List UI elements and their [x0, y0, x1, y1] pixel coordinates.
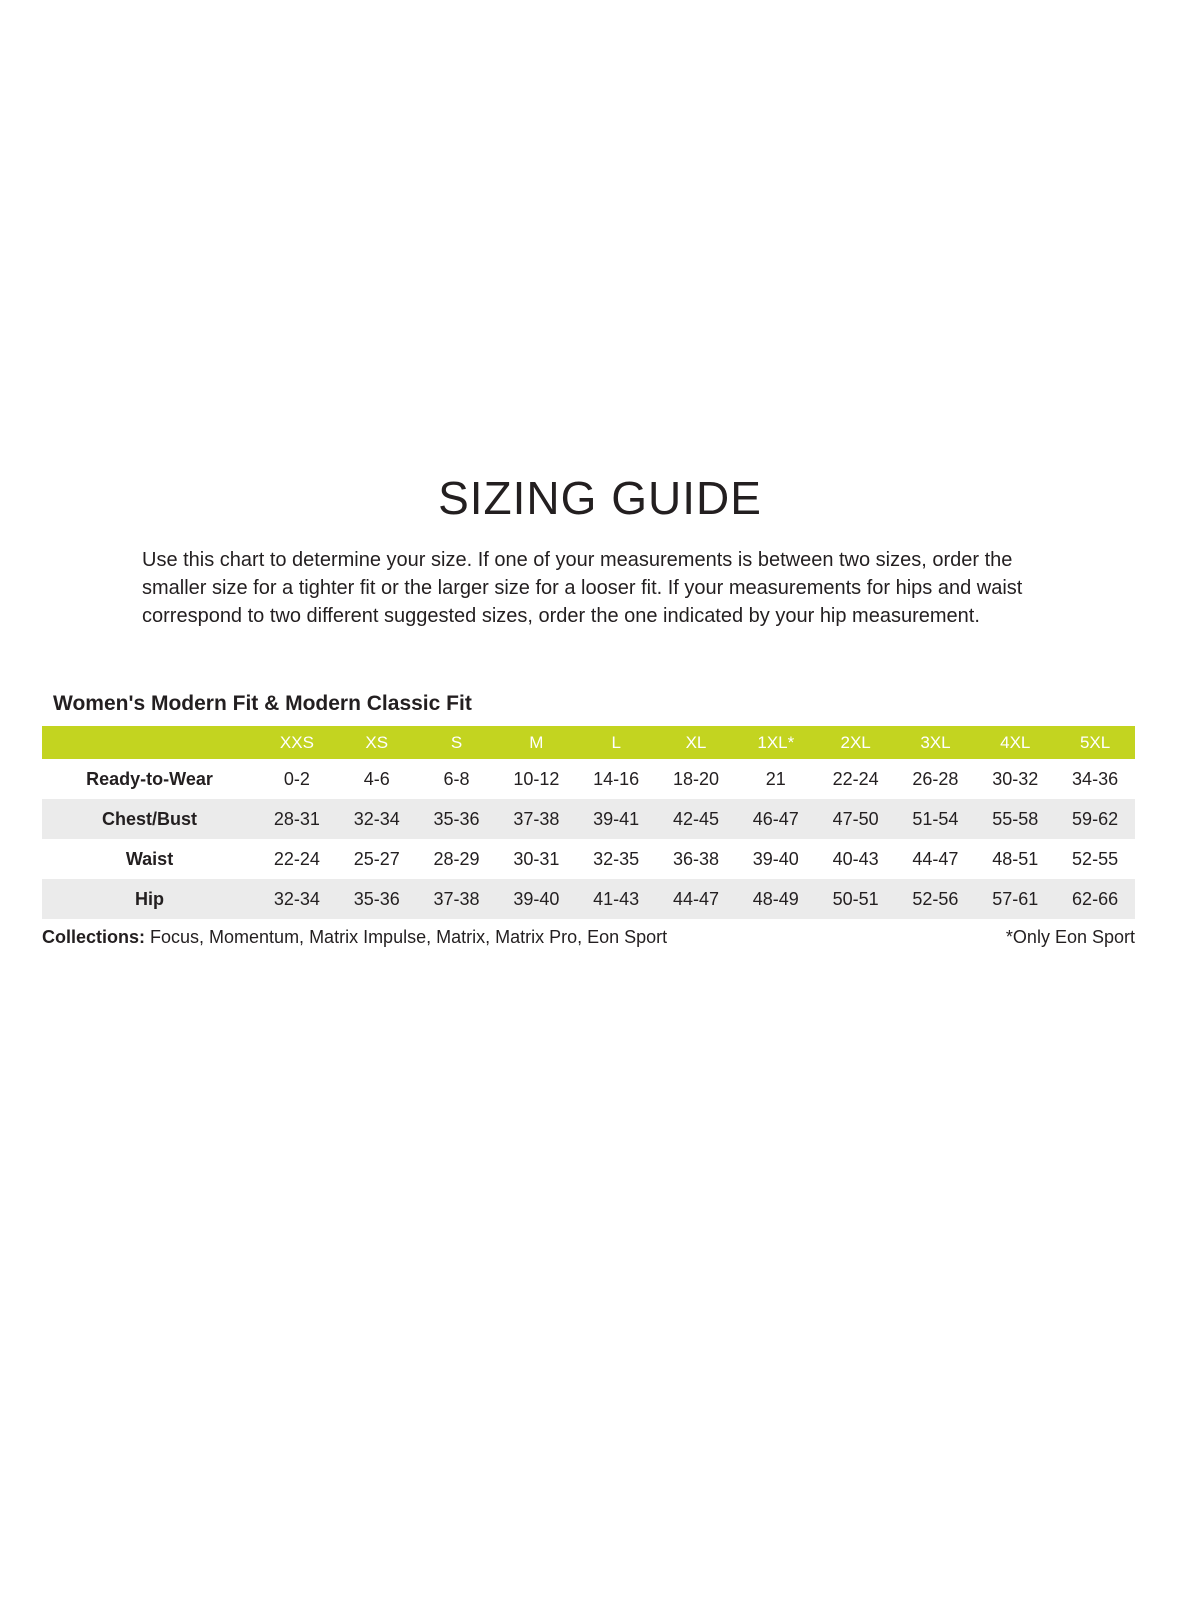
collections-list: Focus, Momentum, Matrix Impulse, Matrix, Matrix Pro, Eon Sport: [145, 927, 668, 948]
table-cell: 22-24: [273, 848, 320, 869]
collections-text: [42, 927, 667, 948]
row-label: Waist: [125, 848, 174, 869]
table-header-cell: 5XL: [1055, 726, 1135, 759]
table-header-cell: S: [417, 726, 497, 759]
table-cell: 55-58: [992, 808, 1039, 829]
table-cell: 36-38: [672, 848, 720, 869]
table-cell: 46-47: [752, 808, 799, 829]
table-cell: 28-29: [433, 848, 480, 869]
table-cell: 59-62: [1072, 808, 1119, 829]
table-row-waist: [42, 839, 1135, 879]
table-cell: 40-43: [832, 848, 879, 869]
table-cell: 47-50: [832, 808, 879, 829]
table-header-cell: 2XL: [816, 726, 896, 759]
table-cell: 0-2: [283, 768, 310, 789]
table-cell: 57-61: [992, 888, 1039, 909]
table-header-cell: XS: [337, 726, 417, 759]
table-cell: 32-34: [353, 808, 400, 829]
table-cell: 39-41: [593, 808, 640, 829]
table-cell: 41-43: [593, 888, 640, 909]
table-header-cell: 3XL: [896, 726, 976, 759]
table-cell: 10-12: [513, 768, 560, 789]
table-header-cell: M: [496, 726, 576, 759]
table-cell: 28-31: [273, 808, 320, 829]
table-cell: 34-36: [1072, 768, 1119, 789]
table-cell: 35-36: [353, 888, 400, 909]
table-cell: 42-45: [672, 808, 720, 829]
table-cell: 37-38: [433, 888, 480, 909]
table-cell: 30-31: [513, 848, 560, 869]
table-cell: 48-51: [992, 848, 1039, 869]
table-cell: 21: [765, 768, 786, 789]
table-header-cell-blank: [42, 726, 257, 759]
row-label: Chest/Bust: [102, 808, 198, 829]
sizing-table: [42, 726, 1135, 919]
table-cell: 4-6: [363, 768, 390, 789]
table-cell: 25-27: [353, 848, 400, 869]
row-label: Ready-to-Wear: [86, 768, 213, 789]
table-cell: 32-34: [273, 888, 320, 909]
section-heading: Women's Modern Fit & Modern Classic Fit: [53, 692, 472, 716]
table-row-chest-bust: [42, 799, 1135, 839]
page-title: SIZING GUIDE: [438, 472, 762, 524]
table-cell: 35-36: [433, 808, 480, 829]
table-header-cell: XL: [656, 726, 736, 759]
table-cell: 50-51: [832, 888, 879, 909]
table-header-row: [42, 726, 1135, 759]
table-cell: 39-40: [513, 888, 560, 909]
collections-line: [42, 927, 1135, 948]
table-header-cell: 4XL: [975, 726, 1055, 759]
intro-paragraph: Use this chart to determine your size. If one of your measurements is between two sizes, order the smaller size for a tighter fit or the larger size for a looser fit. If your measurements for hips and waist correspond to two different suggested sizes, order the one indicated by your hip measurement.: [142, 549, 1023, 628]
table-cell: 52-56: [912, 888, 959, 909]
table-cell: 6-8: [443, 768, 470, 789]
table-cell: 14-16: [593, 768, 640, 789]
table-cell: 44-47: [672, 888, 720, 909]
collections-label: Collections:: [42, 927, 146, 948]
table-row-ready-to-wear: [42, 759, 1135, 799]
table-header-cell: L: [576, 726, 656, 759]
table-header-cell: XXS: [257, 726, 337, 759]
table-cell: 51-54: [912, 808, 959, 829]
footnote: *Only Eon Sport: [1005, 927, 1135, 948]
table-cell: 32-35: [593, 848, 640, 869]
table-cell: 44-47: [912, 848, 959, 869]
table-cell: 48-49: [752, 888, 799, 909]
row-label: Hip: [135, 888, 165, 909]
table-header-cell: 1XL*: [736, 726, 816, 759]
table-cell: 37-38: [513, 808, 560, 829]
table-cell: 39-40: [752, 848, 799, 869]
table-cell: 18-20: [672, 768, 720, 789]
table-row-hip: [42, 879, 1135, 919]
table-cell: 52-55: [1072, 848, 1119, 869]
table-cell: 62-66: [1072, 888, 1119, 909]
table-cell: 26-28: [912, 768, 959, 789]
table-cell: 30-32: [992, 768, 1039, 789]
table-cell: 22-24: [832, 768, 879, 789]
